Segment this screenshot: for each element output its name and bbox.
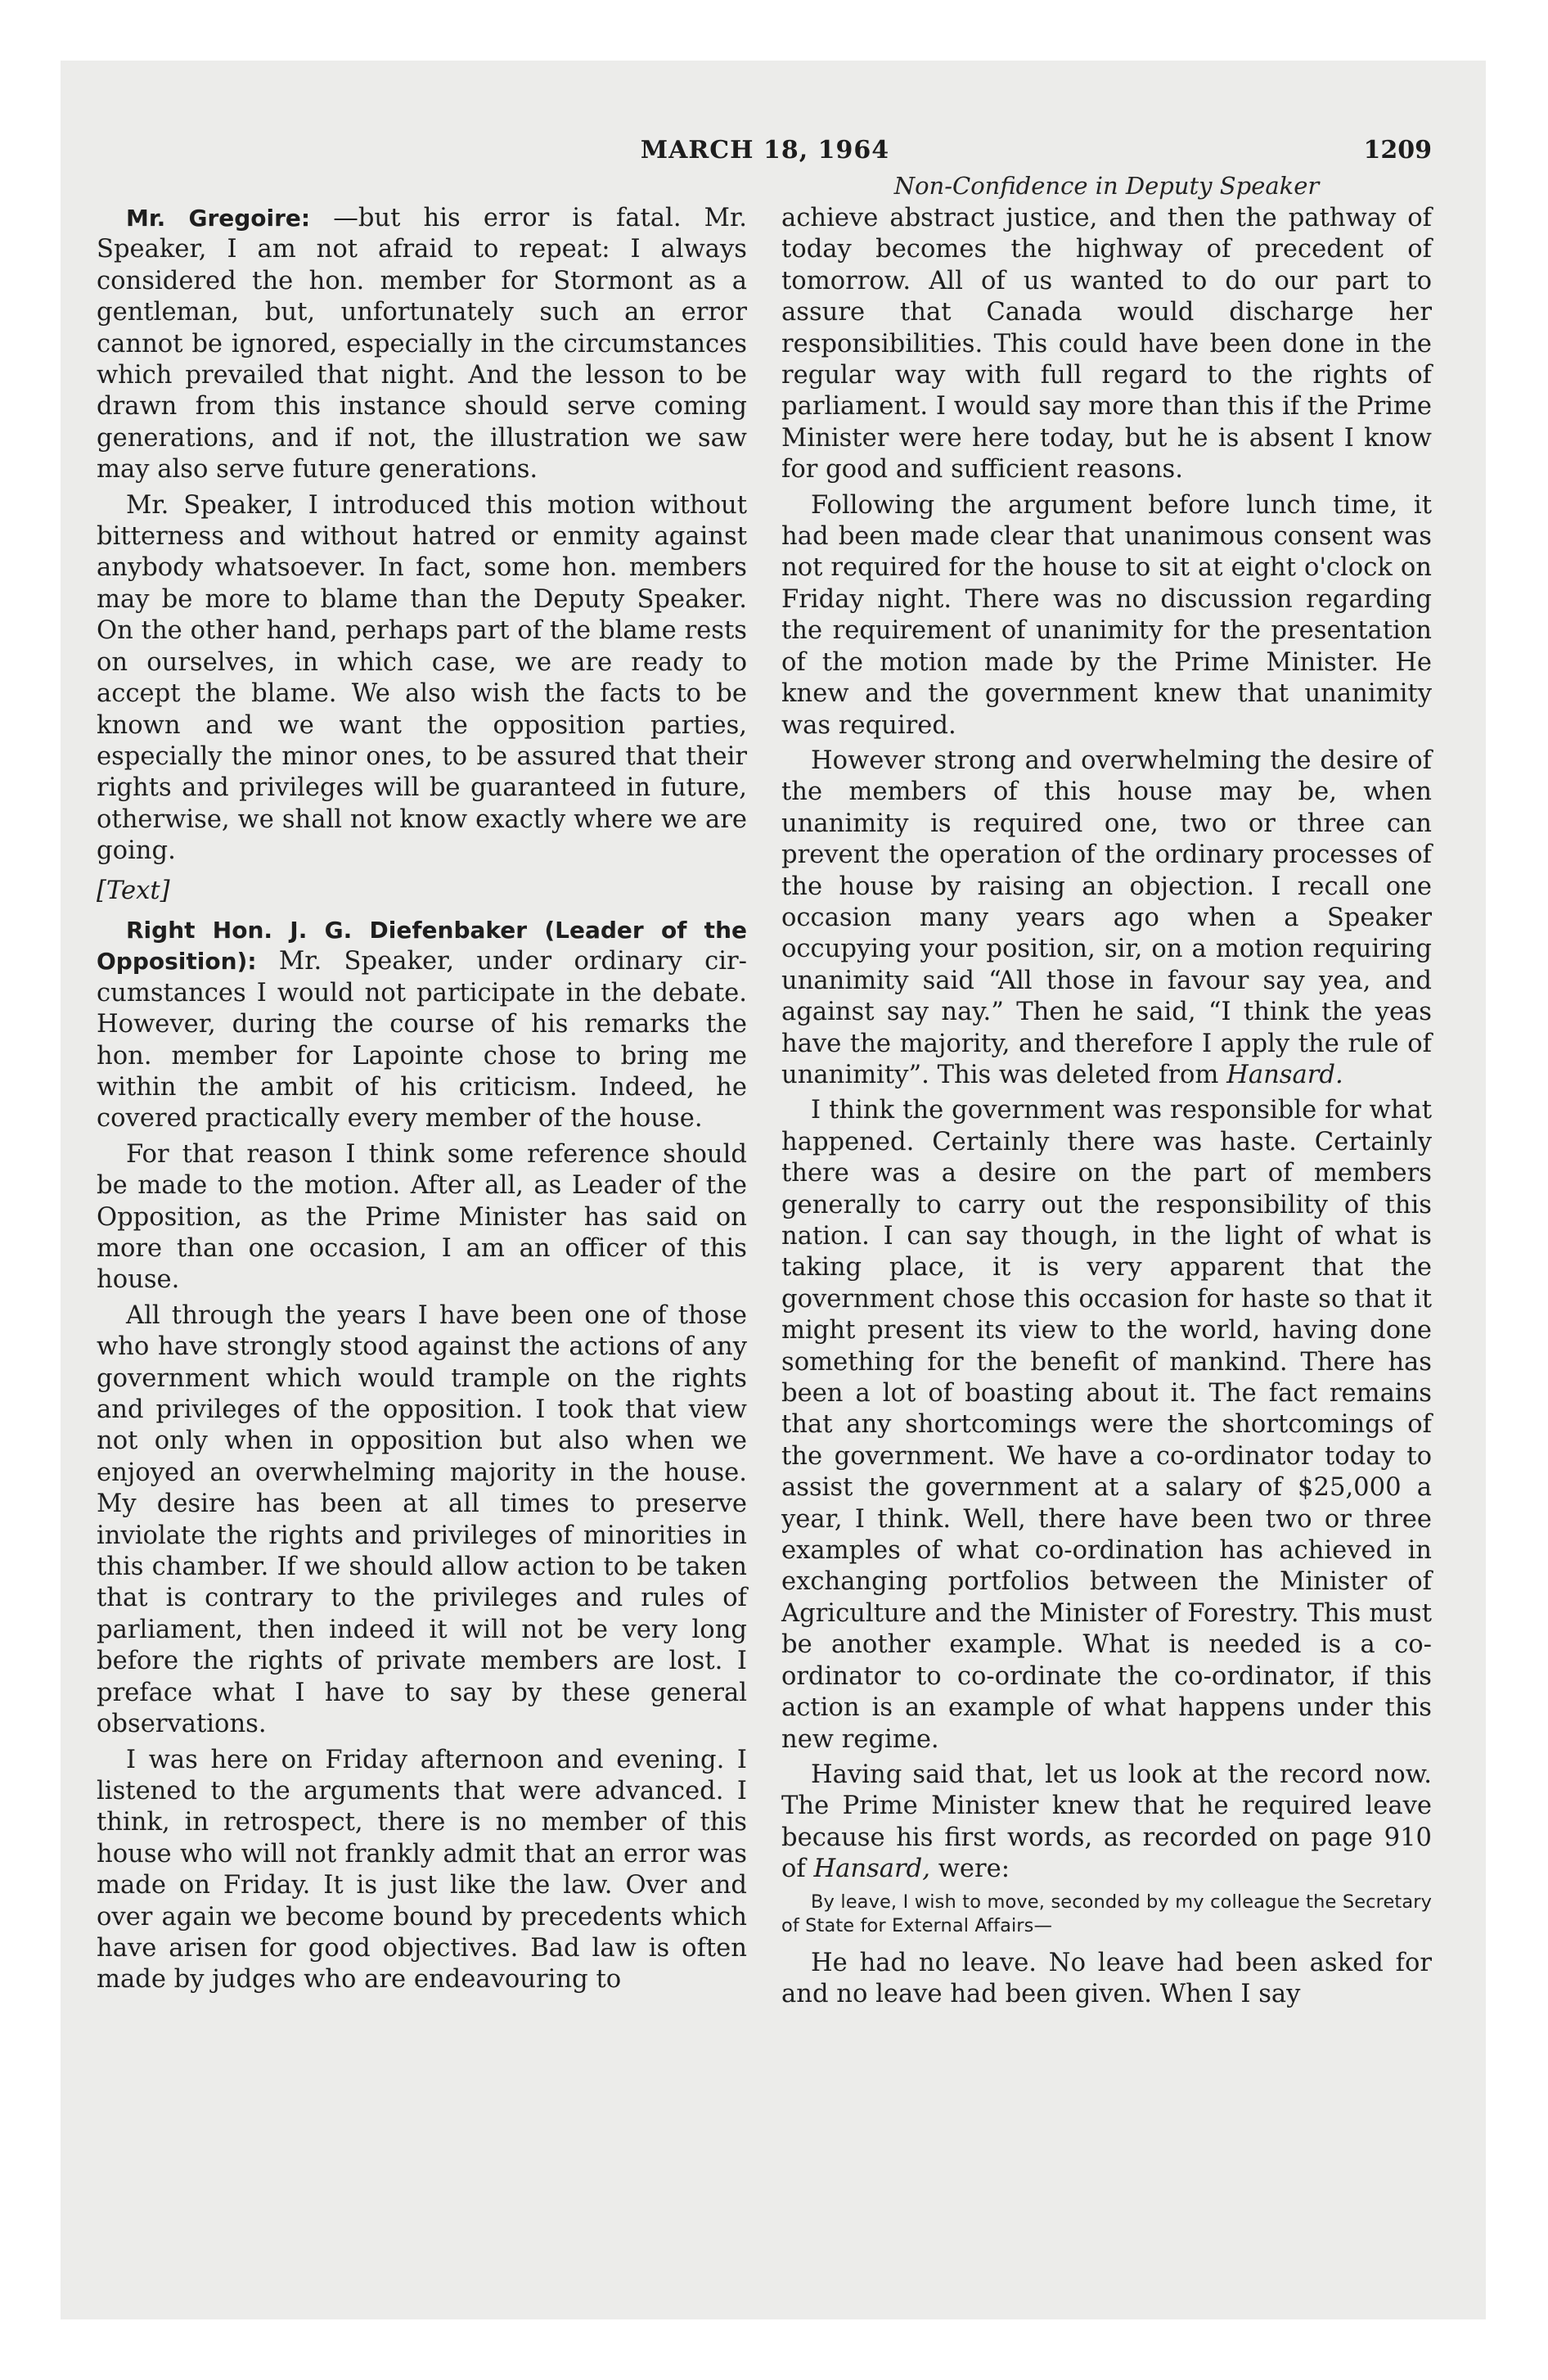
paragraph [781, 1760, 1432, 1886]
hansard-reference: Hansard, [813, 1855, 930, 1884]
paragraph [781, 746, 1432, 1091]
paragraph [97, 203, 747, 486]
paragraph-text: However strong and overwhelming the desire of the members of this house may be, when unanimity is required one, two or three can prevent the operation of the ordinary processes of the house by raising an objection. I recall one occasion many years ago when a Speaker occupying your position, sir, on a motion requiring unanimity said “All those in favour say yea, and against say nay.” Then he said, “I think the yeas have the majority, and therefore I apply the rule of unanimity”. This was deleted from [781, 746, 1432, 1089]
speaker-name: Mr. Gregoire: [126, 205, 311, 232]
running-title: Non-Confidence in Deputy Speaker [893, 172, 1320, 200]
paragraph-text: were: [929, 1855, 1010, 1884]
paragraph: achieve abstract justice, and then the pathway of today becomes the highway of precedent of tomorrow. All of us wanted to do our part to assure that Canada would discharge her responsibilities. This could have been done in the regular way with full regard to the rights of parliament. I would say more than this if the Prime Minister were here today, but he is absent I know for good and sufficient reasons. [781, 204, 1432, 485]
paragraph: I was here on Friday afternoon and evening. I listened to the arguments that were advanced. I think, in retrospect, there is no member of this house who will not frankly admit that an error was made on Friday. It is just like the law. Over and over again we become bound by precedents which have arisen for good objectives. Bad law is often made by judges who are endeavouring to [97, 1745, 747, 1995]
paragraph: I think the government was responsible for what happened. Certainly there was haste. Certainly there was a desire on the part of members generally to carry out the responsibility of this nation. I can say though, in the light of what is taking place, it is very apparent that the government chose this occasion for haste so that it might present its view to the world, having done something for the benefit of mankind. There has been a lot of boasting about it. The fact remains that any shortcomings were the shortcomings of the government. We have a co-ordinator today to assist the government at a salary of $25,000 a year, I think. Well, there have been two or three examples of what co-ordination has achieved in exchanging portfolios between the Minister of Agriculture and the Minister of Forestry. This must be another example. What is needed is a coordinator to co-ordinate the co-ordinator, if this action is an example of what happens under this new regime. [781, 1096, 1432, 1754]
left-column [97, 203, 747, 2000]
paragraph: Following the argument before lunch time, it had been made clear that unanimous consent was not required for the house to sit at eight o'clock on Friday night. There was no discussion regarding the requirement of unanimity for the presentation of the motion made by the Prime Minister. He knew and the government knew that unanimity was required. [781, 490, 1432, 740]
right-column [781, 203, 1432, 2014]
page-header [98, 136, 1432, 172]
paragraph-text: Mr. Speaker, under ordinary circumstances I would not participate in the debate. However, during the course of his remarks the hon. member for Lapointe chose to bring me within the ambit of his criticism. Indeed, he covered practically every member of the house. [97, 947, 747, 1134]
page-number: 1209 [1363, 136, 1432, 165]
paragraph-text: —but his error is fatal. Mr. Speaker, I am not afraid to repeat: I always considered the hon. member for Stormont as a gentleman, but, unfortunately such an error cannot be ignored, especially in the circumstances which prevailed that night. And the lesson to be drawn from this instance should serve coming generations, and if not, the illustration we saw may also serve future generations. [97, 204, 747, 485]
paragraph: For that reason I think some reference should be made to the motion. After all, as Leader of the Opposition, as the Prime Minister has said on more than one occasion, I am an officer of this house. [97, 1139, 747, 1295]
block-quote: By leave, I wish to move, seconded by my colleague the Secretary of State for External Affairs— [781, 1891, 1432, 1936]
paragraph: All through the years I have been one of those who have strongly stood against the actions of any government which would trample on the rights and privileges of the opposition. I took that view not only when in opposition but also when we enjoyed an overwhelming majority in the house. My desire has been at all times to preserve inviolate the rights and privileges of minorities in this chamber. If we should allow action to be taken that is contrary to the privileges and rules of parliament, then indeed it will not be very long before the rights of private members are lost. I preface what I have to say by these general observations. [97, 1300, 747, 1739]
hansard-reference: Hansard. [1226, 1060, 1343, 1089]
speaker-name: Right Hon. J. G. Diefenbaker (Leader of the Opposition): [97, 916, 747, 976]
paragraph-text: Having said that, let us look at the record now. The Prime Minister knew that he required leave because his first words, as recorded on page 910 of [781, 1760, 1432, 1884]
paragraph: He had no leave. No leave had been asked for and no leave had been given. When I say [781, 1948, 1432, 2008]
paragraph [97, 915, 747, 1135]
text-tag: [Text] [97, 876, 170, 905]
header-date: MARCH 18, 1964 [640, 136, 890, 165]
paragraph: Mr. Speaker, I introduced this motion without bitterness and without hatred or enmity against anybody whatsoever. In fact, some hon. members may be more to blame than the Deputy Speaker. On the other hand, perhaps part of the blame rests on ourselves, in which case, we are ready to accept the blame. We also wish the facts to be known and we want the opposition parties, especially the minor ones, to be assured that their rights and privileges will be guaranteed in future, otherwise, we shall not know exactly where we are going. [97, 490, 747, 866]
